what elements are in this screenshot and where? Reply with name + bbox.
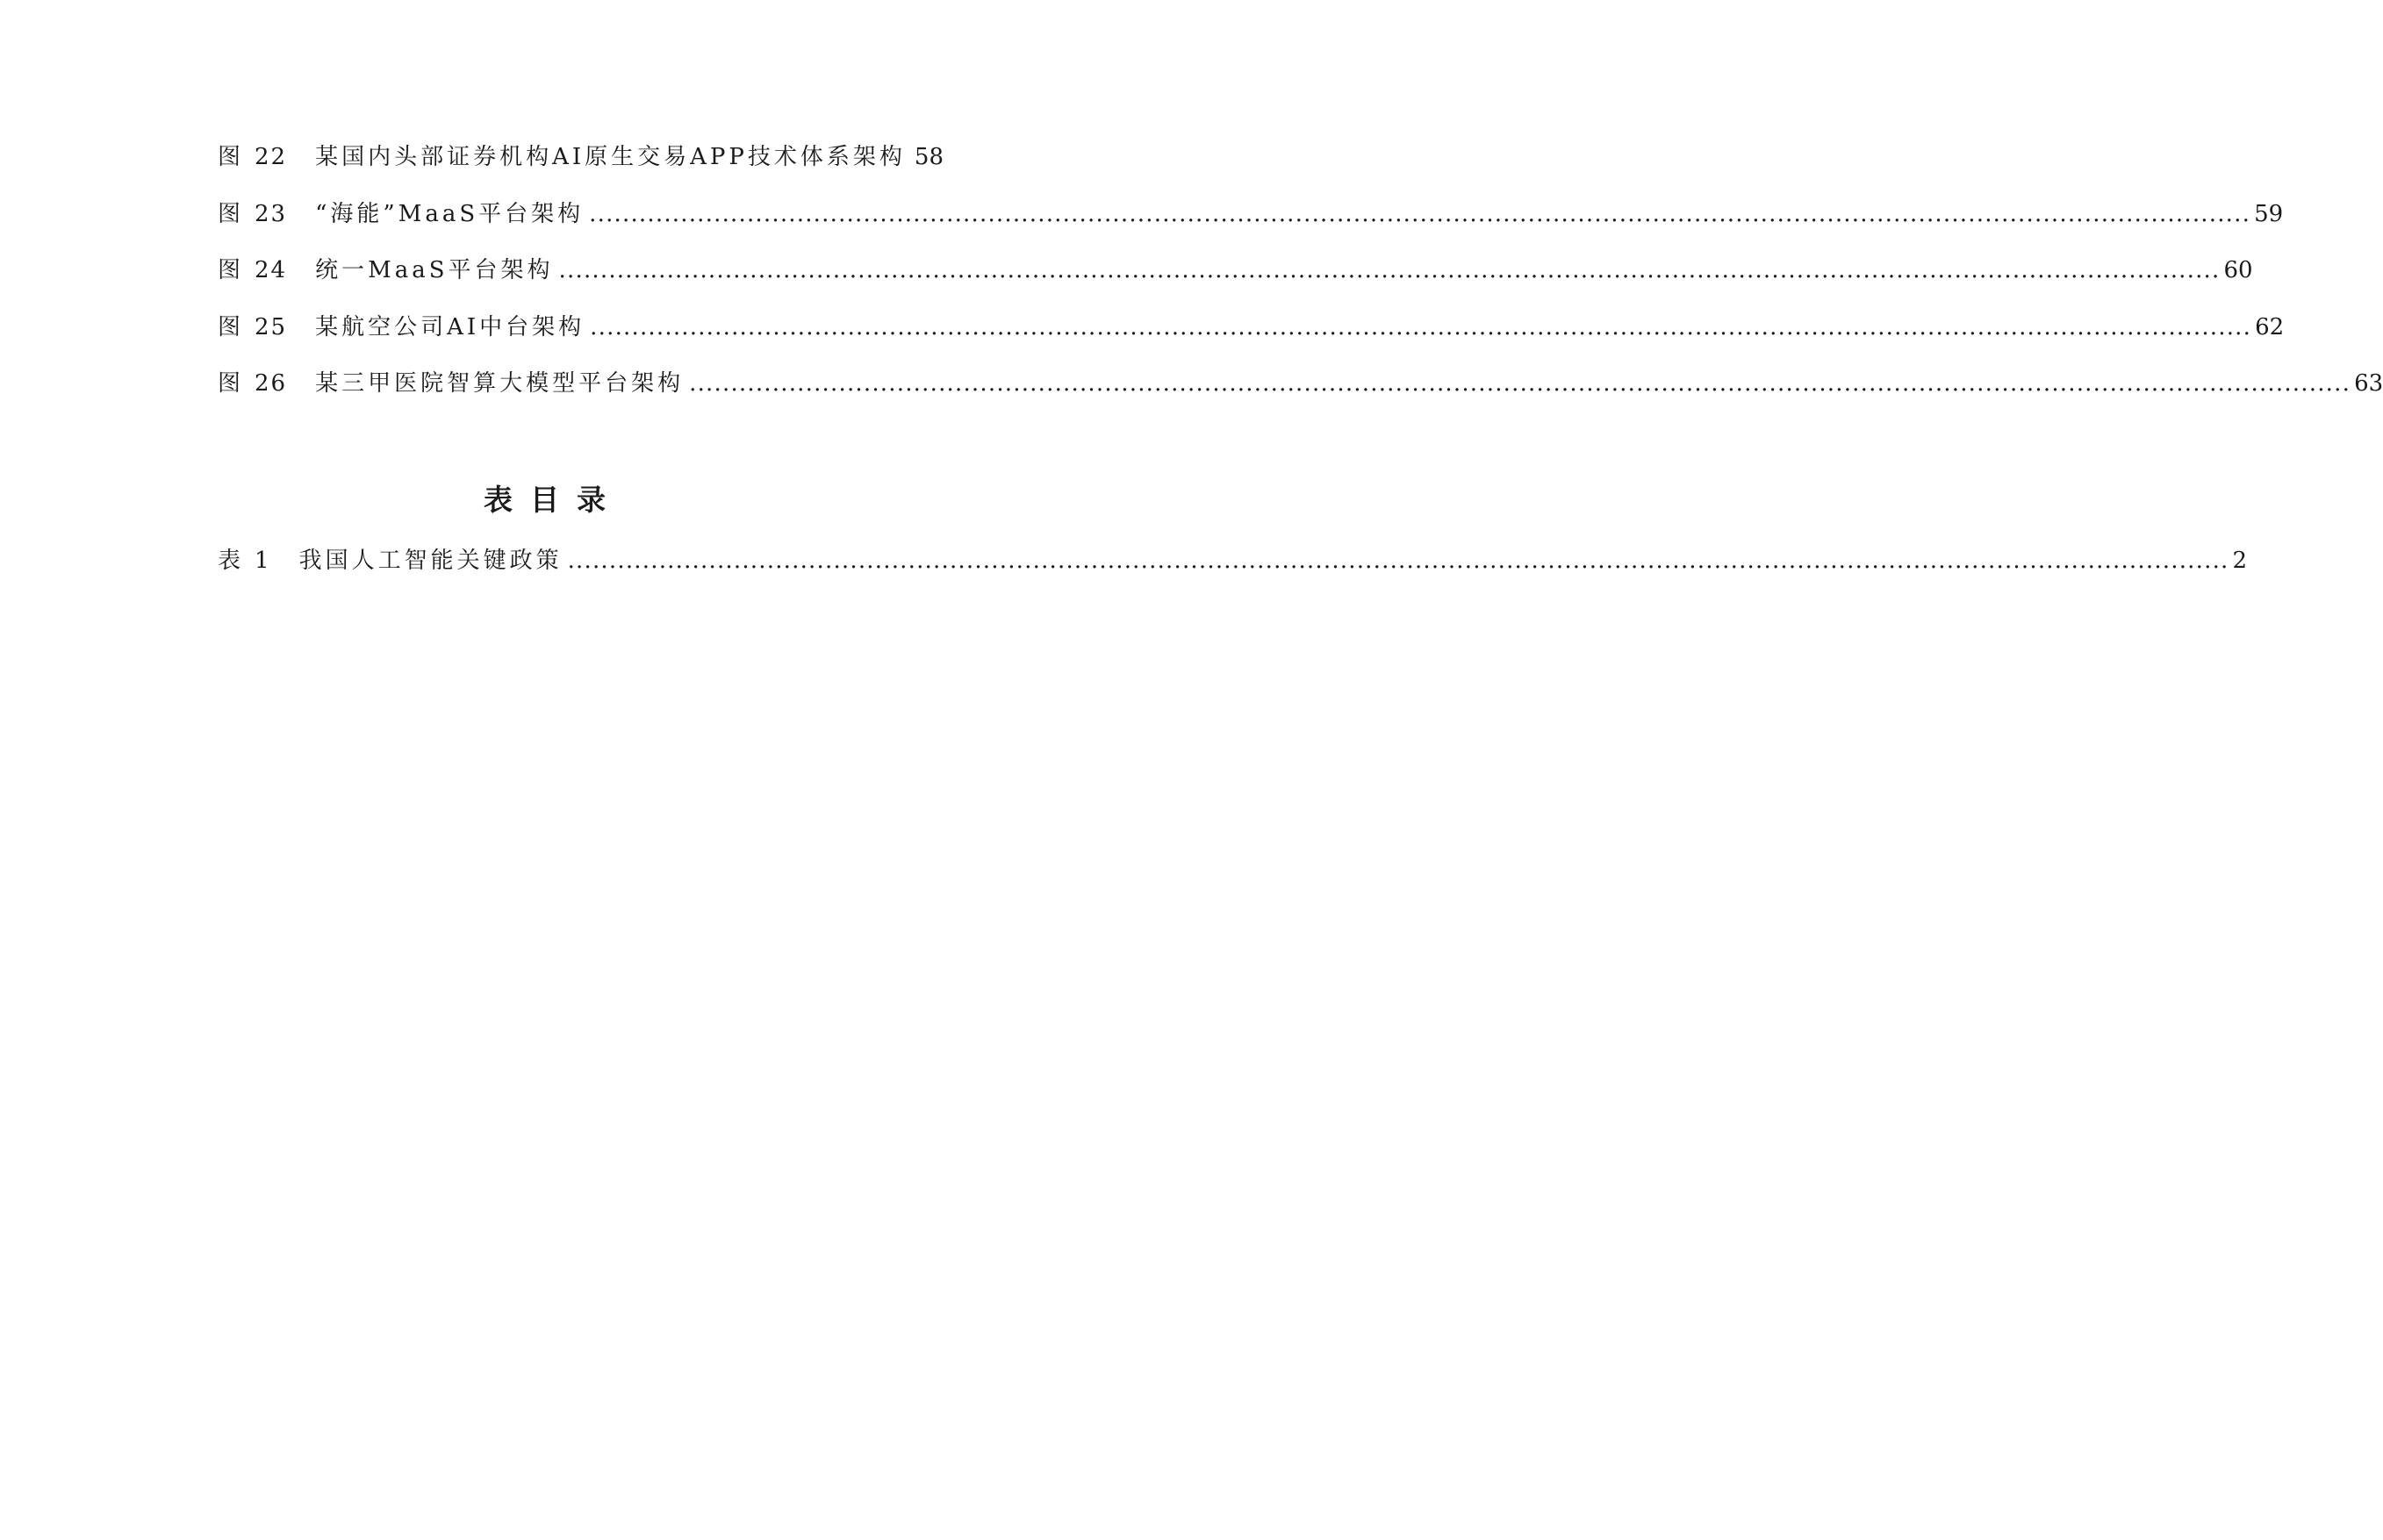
entry-label (218, 199, 287, 229)
entry-prefix: 图 (218, 370, 243, 397)
entry-number: 23 (255, 200, 288, 227)
entry-page-number: 60 (2223, 257, 2253, 283)
entry-label (218, 142, 287, 172)
toc-entry-figure-24[interactable] (218, 255, 2253, 312)
entry-title: 某三甲医院智算大模型平台架构 (315, 370, 685, 397)
figure-toc-list (218, 142, 2383, 426)
dot-leader: ........................................................................................................................................................................................................ (567, 548, 2229, 574)
entry-page-number: 62 (2255, 313, 2285, 340)
toc-entry-figure-25[interactable] (218, 312, 2285, 369)
toc-entry-figure-22[interactable] (218, 142, 944, 199)
entry-page-number: 59 (2254, 200, 2284, 227)
entry-number: 24 (255, 257, 288, 283)
entry-page-number: 63 (2354, 370, 2383, 397)
entry-label (218, 369, 287, 398)
dot-leader: ........................................................................................................................................................................................................ (590, 313, 2252, 340)
entry-number: 1 (255, 548, 271, 574)
entry-label (218, 312, 287, 342)
table-toc-heading: 表目录 (484, 483, 623, 517)
table-toc-list (218, 546, 2248, 603)
entry-title: “海能”MaaS平台架构 (315, 200, 585, 227)
entry-title: 某航空公司AI中台架构 (315, 313, 585, 340)
dot-leader: ........................................................................................................................................................................................................ (689, 370, 2351, 397)
entry-prefix: 图 (218, 200, 243, 227)
entry-page-number: 58 (914, 144, 944, 170)
entry-title: 我国人工智能关键政策 (298, 548, 563, 574)
entry-label (218, 255, 287, 285)
toc-entry-table-1[interactable] (218, 546, 2248, 603)
entry-number: 26 (255, 370, 288, 397)
entry-prefix: 表 (218, 548, 243, 574)
entry-label (218, 546, 271, 576)
dot-leader: ........................................................................................................................................................................................................ (589, 200, 2251, 227)
entry-title: 统一MaaS平台架构 (315, 257, 554, 283)
entry-page-number: 2 (2232, 548, 2248, 574)
entry-prefix: 图 (218, 313, 243, 340)
entry-title: 某国内头部证券机构AI原生交易APP技术体系架构 (315, 144, 906, 170)
entry-number: 25 (255, 313, 288, 340)
toc-entry-figure-26[interactable] (218, 369, 2383, 426)
dot-leader: ........................................................................................................................................................................................................ (558, 257, 2221, 283)
entry-number: 22 (255, 144, 288, 170)
entry-prefix: 图 (218, 257, 243, 283)
entry-prefix: 图 (218, 144, 243, 170)
toc-entry-figure-23[interactable] (218, 199, 2284, 256)
